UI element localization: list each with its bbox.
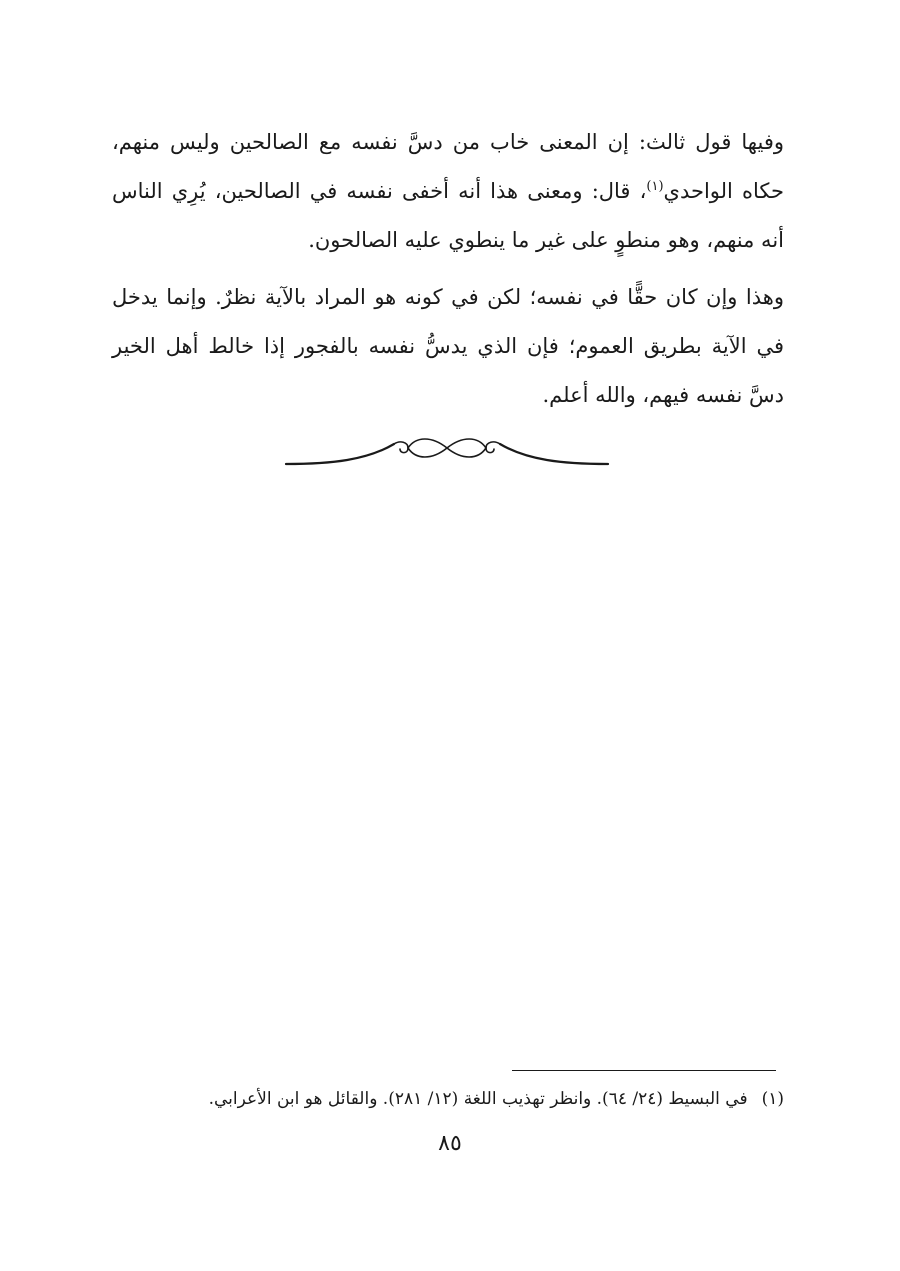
footnote <box>112 1082 784 1116</box>
paragraph-2: وهذا وإن كان حقًّا في نفسه؛ لكن في كونه هو المراد بالآية نظرٌ. وإنما يدخل في الآية بطريق العموم؛ فإن الذي يدسُّ نفسه بالفجور إذا خالط أهل الخير دسَّ نفسه فيهم، والله أعلم. <box>112 285 784 407</box>
footnote-reference[interactable]: (١) <box>646 179 664 194</box>
footnote-text: في البسيط (٢٤/ ٦٤). وانظر تهذيب اللغة (١٢/ ٢٨١). والقائل هو ابن الأعرابي. <box>208 1089 748 1109</box>
ornamental-divider-icon <box>282 430 612 474</box>
footnote-number: (١) <box>761 1089 784 1109</box>
main-text <box>112 118 784 428</box>
paragraph-1-text-end: ، قال: ومعنى هذا أنه أخفى نفسه في الصالحين، يُرِي الناس أنه منهم، وهو منطوٍ على غير ما ينطوي عليه الصالحون. <box>112 179 784 252</box>
footnote-separator <box>512 1070 776 1071</box>
paragraph-1 <box>112 118 784 265</box>
paragraph-1-text-start: وفيها قول ثالث: إن المعنى خاب من دسَّ نفسه مع الصالحين وليس منهم، حكاه الواحدي <box>112 130 784 203</box>
page-number: ٨٥ <box>438 1131 462 1156</box>
